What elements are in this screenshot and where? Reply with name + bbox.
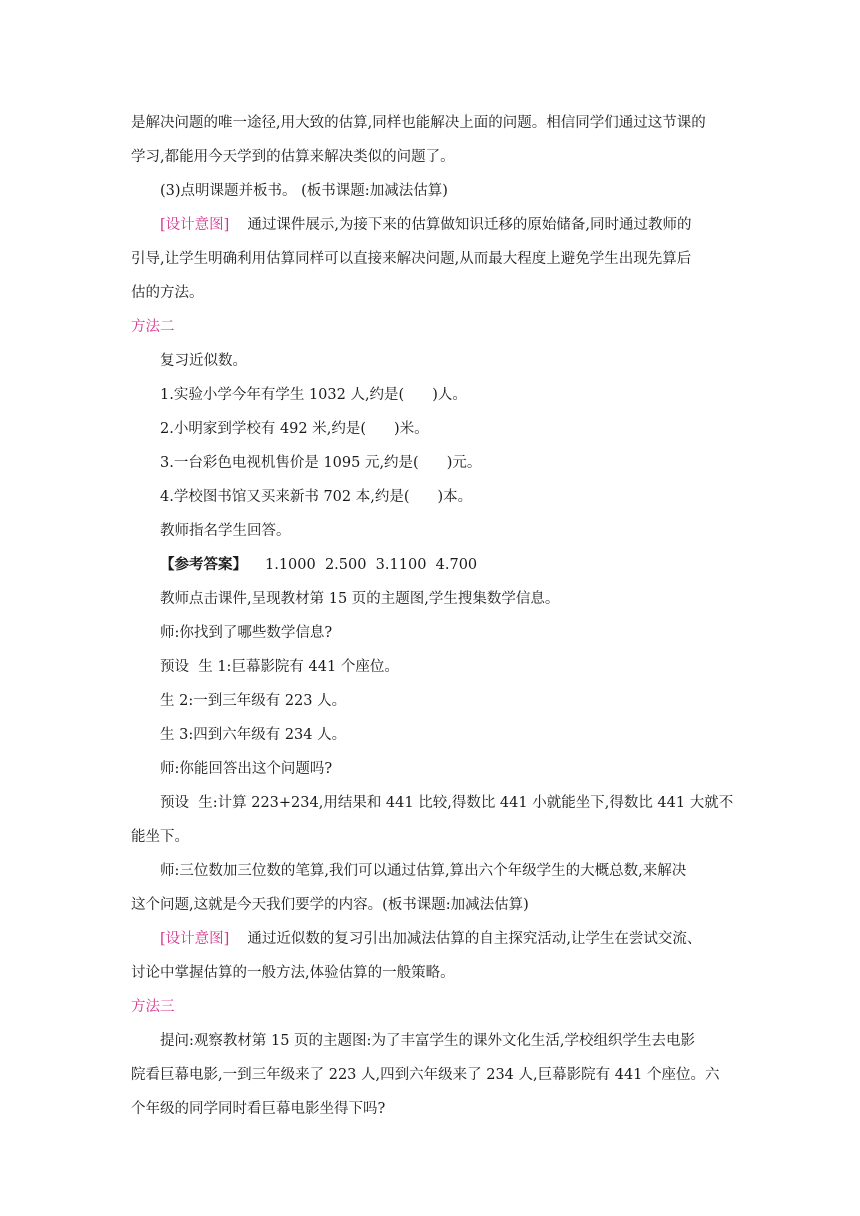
paragraph-line: 讨论中掌握估算的一般方法,体验估算的一般策略。 [131, 965, 455, 981]
question-1 [160, 378, 760, 412]
paragraph-line: 这个问题,这就是今天我们要学的内容。(板书课题:加减法估算) [131, 897, 529, 913]
section-heading-method-2: 方法二 [131, 319, 175, 335]
paragraph-line: 师:你能回答出这个问题吗? [160, 761, 333, 777]
paragraph-line: 个年级的同学同时看巨幕电影坐得下吗? [131, 1101, 386, 1117]
design-intent-text: 通过近似数的复习引出加减法估算的自主探究活动,让学生在尝试交流、 [247, 931, 702, 947]
paragraph-line: 师:你找到了哪些数学信息? [160, 625, 333, 641]
design-intent-line [160, 922, 760, 956]
paragraph-line: 估的方法。 [131, 285, 204, 301]
question-4 [160, 480, 760, 514]
paragraph-line: 教师点击课件,呈现教材第 15 页的主题图,学生搜集数学信息。 [160, 591, 560, 607]
design-intent-text: 通过课件展示,为接下来的估算做知识迁移的原始储备,同时通过教师的 [247, 217, 692, 233]
question-text: 4.学校图书馆又买来新书 702 本,约是( [160, 489, 410, 505]
question-text: 2.小明家到学校有 492 米,约是( [160, 421, 366, 437]
paragraph-line: 引导,让学生明确利用估算同样可以直接来解决问题,从而最大程度上避免学生出现先算后 [131, 251, 692, 267]
paragraph-line: 预设 生 1:巨幕影院有 441 个座位。 [160, 659, 399, 675]
question-unit: )米。 [394, 421, 429, 437]
reference-answer-line [160, 548, 760, 582]
reference-answer-tag: 【参考答案】 [160, 556, 247, 573]
section-heading-method-3: 方法三 [131, 999, 175, 1015]
paragraph-line: 生 3:四到六年级有 234 人。 [160, 727, 347, 743]
paragraph-line: 能坐下。 [131, 829, 189, 845]
question-3 [160, 446, 760, 480]
paragraph-line: 复习近似数。 [160, 353, 247, 369]
question-text: 1.实验小学今年有学生 1032 人,约是( [160, 387, 405, 403]
paragraph-line: 教师指名学生回答。 [160, 523, 291, 539]
design-intent-line [160, 208, 760, 242]
question-2 [160, 412, 760, 446]
paragraph-line: 学习,都能用今天学到的估算来解决类似的问题了。 [131, 149, 455, 165]
paragraph-line: 师:三位数加三位数的笔算,我们可以通过估算,算出六个年级学生的大概总数,来解决 [160, 863, 687, 879]
paragraph-line: 预设 生:计算 223+234,用结果和 441 比较,得数比 441 小就能坐下,得数比 441 大就不 [160, 795, 734, 811]
paragraph-line: (3)点明课题并板书。 (板书课题:加减法估算) [160, 183, 448, 199]
paragraph-line: 生 2:一到三年级有 223 人。 [160, 693, 347, 709]
design-intent-tag: [设计意图] [160, 217, 230, 233]
question-unit: )本。 [437, 489, 473, 505]
reference-answer-text: 1.1000 2.500 3.1100 4.700 [265, 557, 478, 573]
paragraph-line: 院看巨幕电影,一到三年级来了 223 人,四到六年级来了 234 人,巨幕影院有 441 个座位。六 [131, 1067, 720, 1083]
paragraph-line: 提问:观察教材第 15 页的主题图:为了丰富学生的课外文化生活,学校组织学生去电影 [160, 1033, 696, 1049]
question-unit: )元。 [446, 455, 482, 471]
question-text: 3.一台彩色电视机售价是 1095 元,约是( [160, 455, 419, 471]
question-unit: )人。 [432, 387, 467, 403]
design-intent-tag: [设计意图] [160, 931, 230, 947]
paragraph-line: 是解决问题的唯一途径,用大致的估算,同样也能解决上面的问题。相信同学们通过这节课的 [131, 115, 706, 131]
